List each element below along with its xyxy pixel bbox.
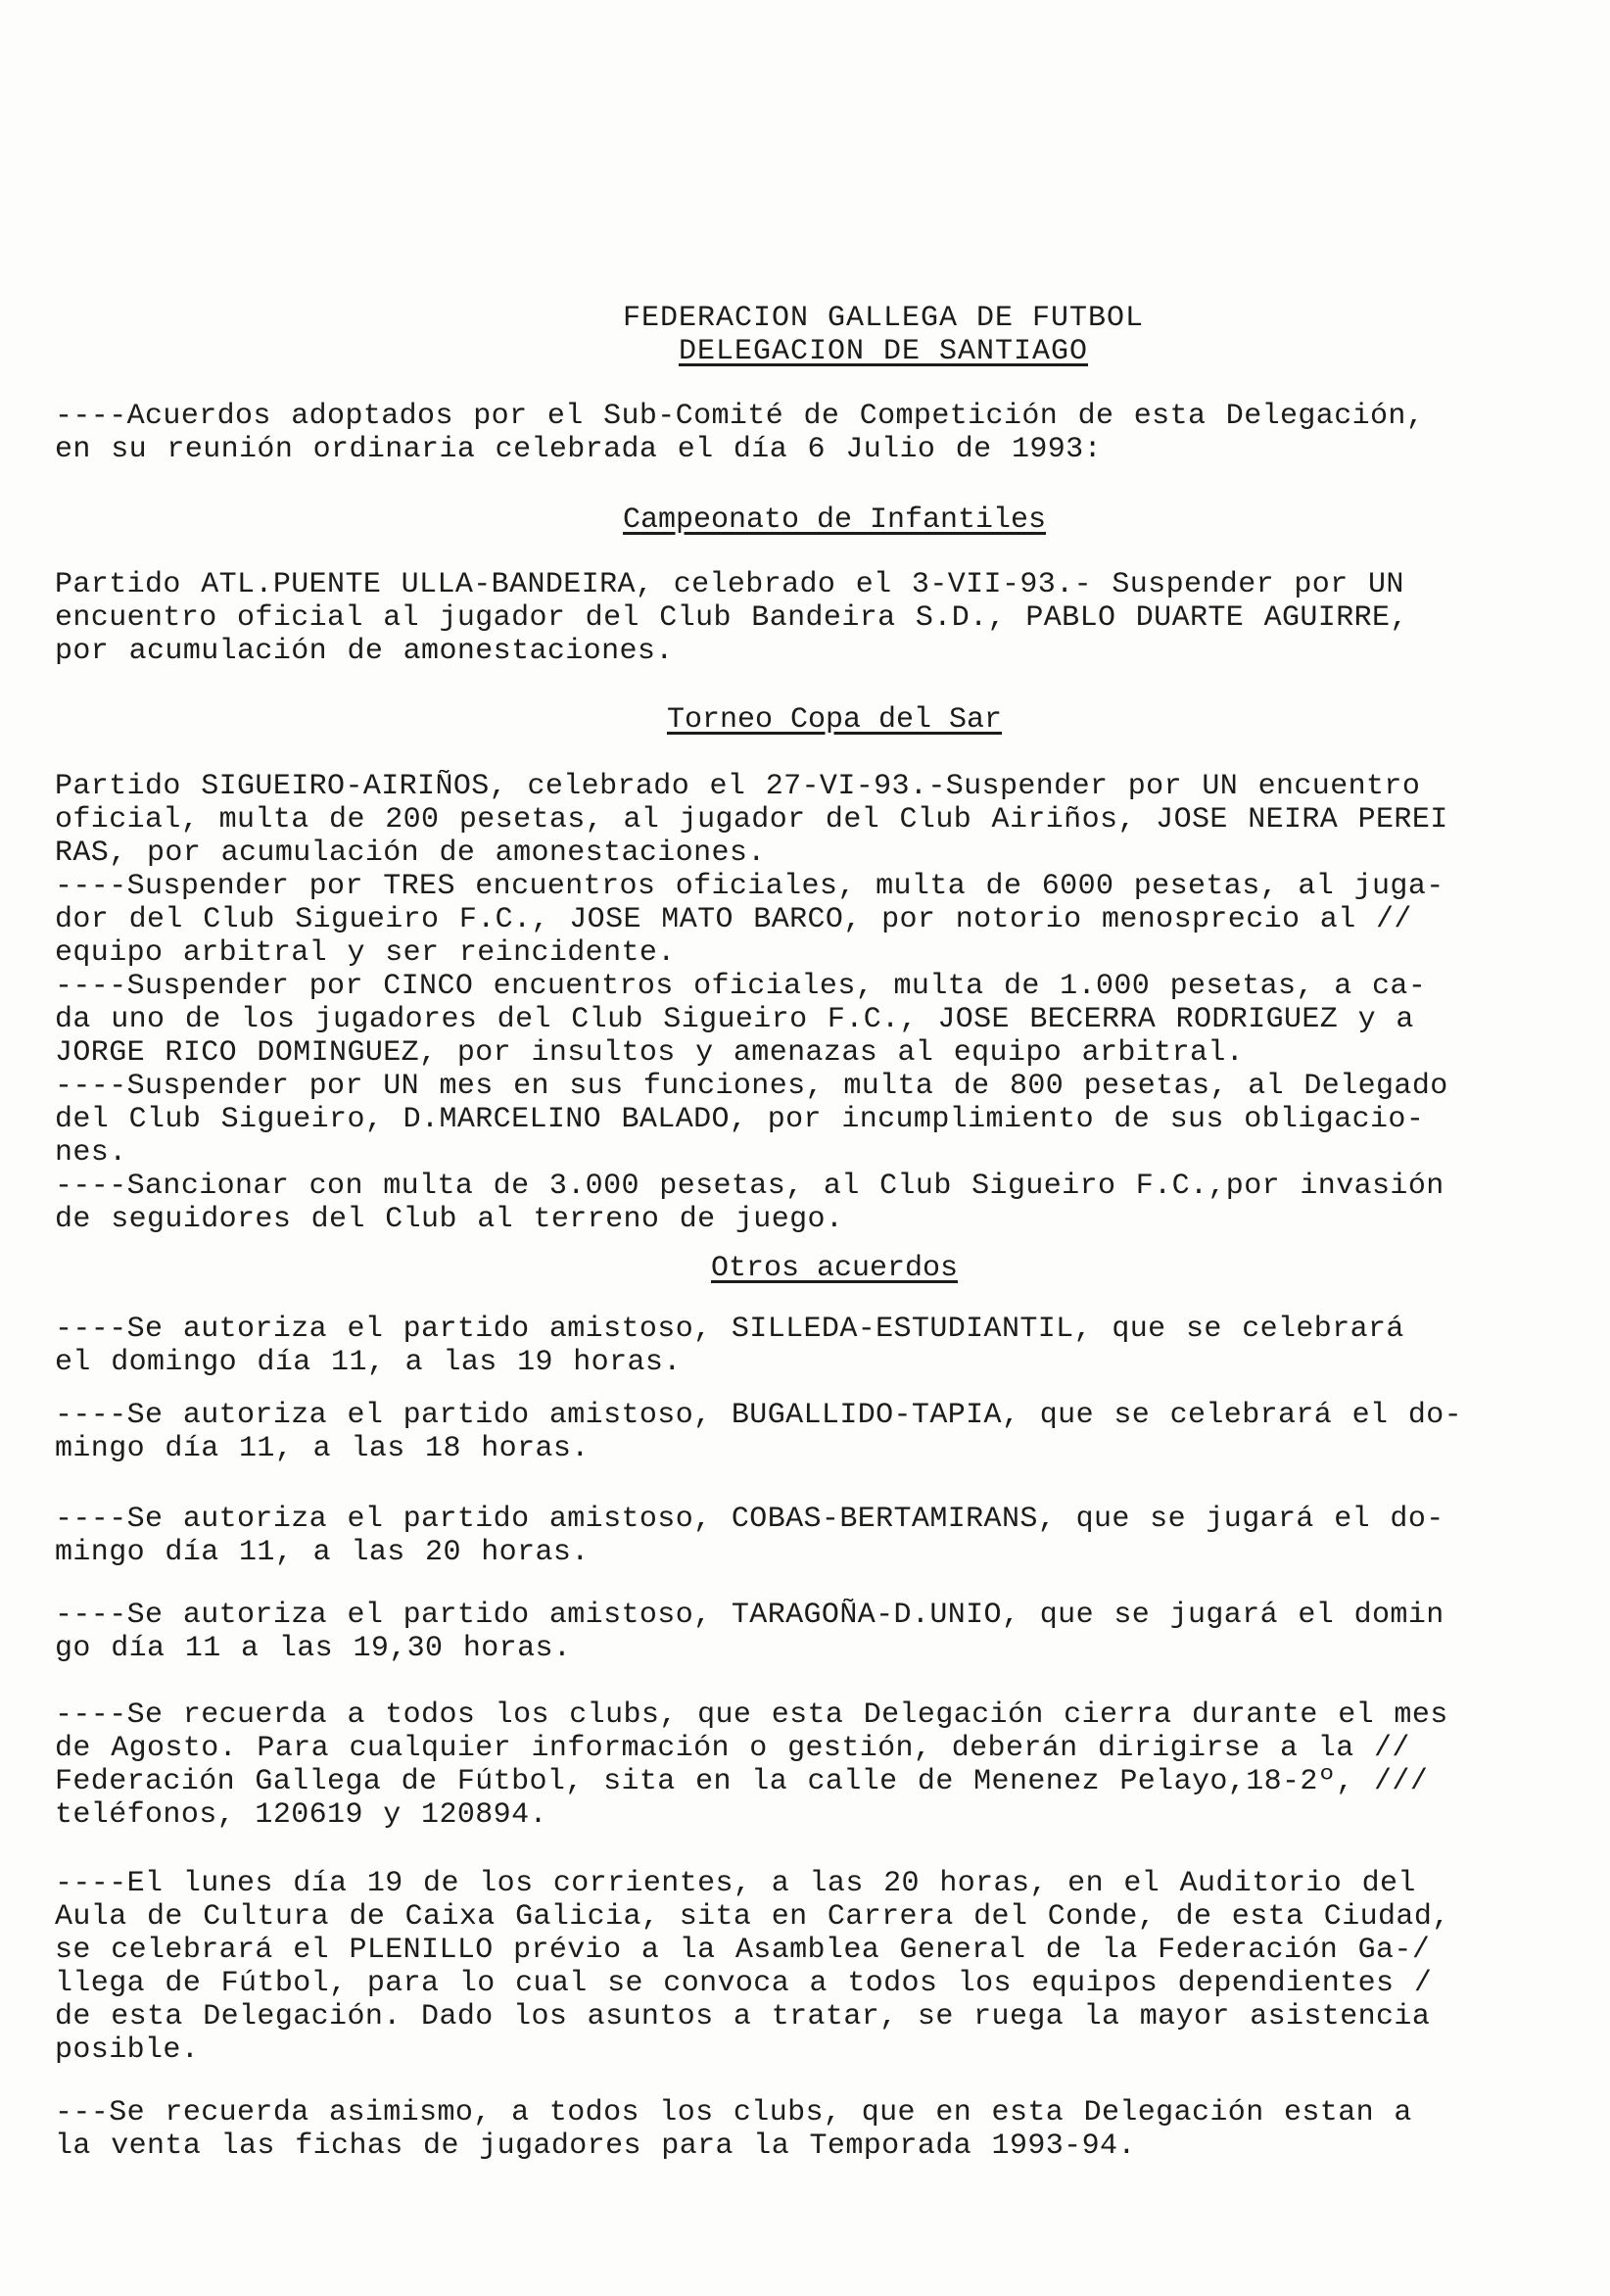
- infantiles-paragraph: [55, 568, 1524, 668]
- paragraph-line: dor del Club Sigueiro F.C., JOSE MATO BARCO, por notorio menosprecio al //: [55, 903, 1412, 936]
- paragraph-line: ----Se autoriza el partido amistoso, COBAS-BERTAMIRANS, que se jugará el do-: [55, 1503, 1444, 1536]
- paragraph-line: llega de Fútbol, para lo cual se convoca a todos los equipos dependientes /: [55, 1967, 1433, 2000]
- paragraph-line: ---Se recuerda asimismo, a todos los clubs, que en esta Delegación estan a: [55, 2096, 1412, 2129]
- copa-sar-paragraph-2: [55, 870, 1524, 970]
- paragraph-line: RAS, por acumulación de amonestaciones.: [55, 837, 766, 870]
- paragraph-line: ----Se autoriza el partido amistoso, TARAGOÑA-D.UNIO, que se jugará el domin: [55, 1599, 1444, 1632]
- paragraph-line: nes.: [55, 1136, 127, 1170]
- delegation-title-text: DELEGACION DE SANTIAGO: [678, 335, 1089, 368]
- paragraph-line: el domingo día 11, a las 19 horas.: [55, 1346, 682, 1379]
- otros-paragraph-1: [55, 1313, 1524, 1379]
- paragraph-line: la venta las fichas de jugadores para la Temporada 1993-94.: [55, 2129, 1136, 2163]
- paragraph-line: teléfonos, 120619 y 120894.: [55, 1798, 547, 1832]
- paragraph-line: del Club Sigueiro, D.MARCELINO BALADO, por incumplimiento de sus obligacio-: [55, 1103, 1425, 1136]
- paragraph-line: go día 11 a las 19,30 horas.: [55, 1632, 572, 1665]
- paragraph-line: Partido ATL.PUENTE ULLA-BANDEIRA, celebrado el 3-VII-93.- Suspender por UN: [55, 568, 1404, 601]
- paragraph-line: Partido SIGUEIRO-AIRIÑOS, celebrado el 27-VI-93.-Suspender por UN encuentro: [55, 770, 1421, 803]
- copa-sar-paragraph-5: [55, 1170, 1524, 1236]
- copa-sar-paragraph-4: [55, 1070, 1524, 1170]
- paragraph-line: mingo día 11, a las 18 horas.: [55, 1432, 590, 1465]
- paragraph-line: posible.: [55, 2033, 200, 2067]
- paragraph-line: ----Suspender por UN mes en sus funciones, multa de 800 pesetas, al Delegado: [55, 1070, 1448, 1103]
- paragraph-line: mingo día 11, a las 20 horas.: [55, 1536, 590, 1569]
- paragraph-line: de esta Delegación. Dado los asuntos a tratar, se ruega la mayor asistencia: [55, 2000, 1431, 2033]
- section-title-text: Torneo Copa del Sar: [666, 703, 1003, 737]
- intro-line: ----Acuerdos adoptados por el Sub-Comité de Competición de esta Delegación,: [55, 400, 1425, 433]
- paragraph-line: ----Suspender por CINCO encuentros oficiales, multa de 1.000 pesetas, a ca-: [55, 970, 1427, 1003]
- otros-paragraph-4: [55, 1599, 1524, 1665]
- paragraph-line: de seguidores del Club al terreno de juego.: [55, 1203, 844, 1236]
- paragraph-line: Federación Gallega de Fútbol, sita en la calle de Menenez Pelayo,18-2º, ///: [55, 1765, 1429, 1798]
- paragraph-line: de Agosto. Para cualquier información o gestión, deberán dirigirse a la //: [55, 1732, 1410, 1765]
- intro-line: en su reunión ordinaria celebrada el día 6 Julio de 1993:: [55, 433, 1102, 466]
- otros-paragraph-2: [55, 1399, 1524, 1465]
- delegation-title: [0, 335, 1610, 368]
- paragraph-line: equipo arbitral y ser reincidente.: [55, 936, 676, 970]
- paragraph-line: por acumulación de amonestaciones.: [55, 635, 674, 668]
- paragraph-line: da uno de los jugadores del Club Sigueiro F.C., JOSE BECERRA RODRIGUEZ y a: [55, 1003, 1414, 1036]
- paragraph-line: ----Se recuerda a todos los clubs, que esta Delegación cierra durante el mes: [55, 1698, 1448, 1732]
- otros-paragraph-5: [55, 1698, 1524, 1832]
- copa-sar-paragraph-1: [55, 770, 1524, 870]
- copa-sar-paragraph-3: [55, 970, 1524, 1070]
- intro-paragraph: [55, 400, 1524, 466]
- paragraph-line: encuentro oficial al jugador del Club Bandeira S.D., PABLO DUARTE AGUIRRE,: [55, 601, 1408, 635]
- paragraph-line: ----Se autoriza el partido amistoso, BUGALLIDO-TAPIA, que se celebrará el do-: [55, 1399, 1463, 1432]
- section-title-infantiles: [0, 503, 1610, 537]
- paragraph-line: Aula de Cultura de Caixa Galicia, sita en Carrera del Conde, de esta Ciudad,: [55, 1900, 1450, 1934]
- federation-title: FEDERACION GALLEGA DE FUTBOL: [622, 302, 1145, 335]
- otros-paragraph-3: [55, 1503, 1524, 1569]
- paragraph-line: ----Sancionar con multa de 3.000 pesetas, al Club Sigueiro F.C.,por invasión: [55, 1170, 1444, 1203]
- section-title-text: Campeonato de Infantiles: [622, 503, 1047, 537]
- section-title-otros: [0, 1252, 1610, 1285]
- paragraph-line: ----Se autoriza el partido amistoso, SILLEDA-ESTUDIANTIL, que se celebrará: [55, 1313, 1404, 1346]
- section-title-text: Otros acuerdos: [710, 1252, 959, 1285]
- paragraph-line: oficial, multa de 200 pesetas, al jugador del Club Airiños, JOSE NEIRA PEREI: [55, 803, 1448, 837]
- paragraph-line: ----El lunes día 19 de los corrientes, a las 20 horas, en el Auditorio del: [55, 1867, 1416, 1900]
- otros-paragraph-6: [55, 1867, 1524, 2067]
- paragraph-line: JORGE RICO DOMINGUEZ, por insultos y amenazas al equipo arbitral.: [55, 1036, 1245, 1070]
- paragraph-line: ----Suspender por TRES encuentros oficiales, multa de 6000 pesetas, al juga-: [55, 870, 1444, 903]
- section-title-copa-sar: [0, 703, 1610, 737]
- otros-paragraph-7: [55, 2096, 1524, 2163]
- paragraph-line: se celebrará el PLENILLO prévio a la Asamblea General de la Federación Ga-/: [55, 1934, 1431, 1967]
